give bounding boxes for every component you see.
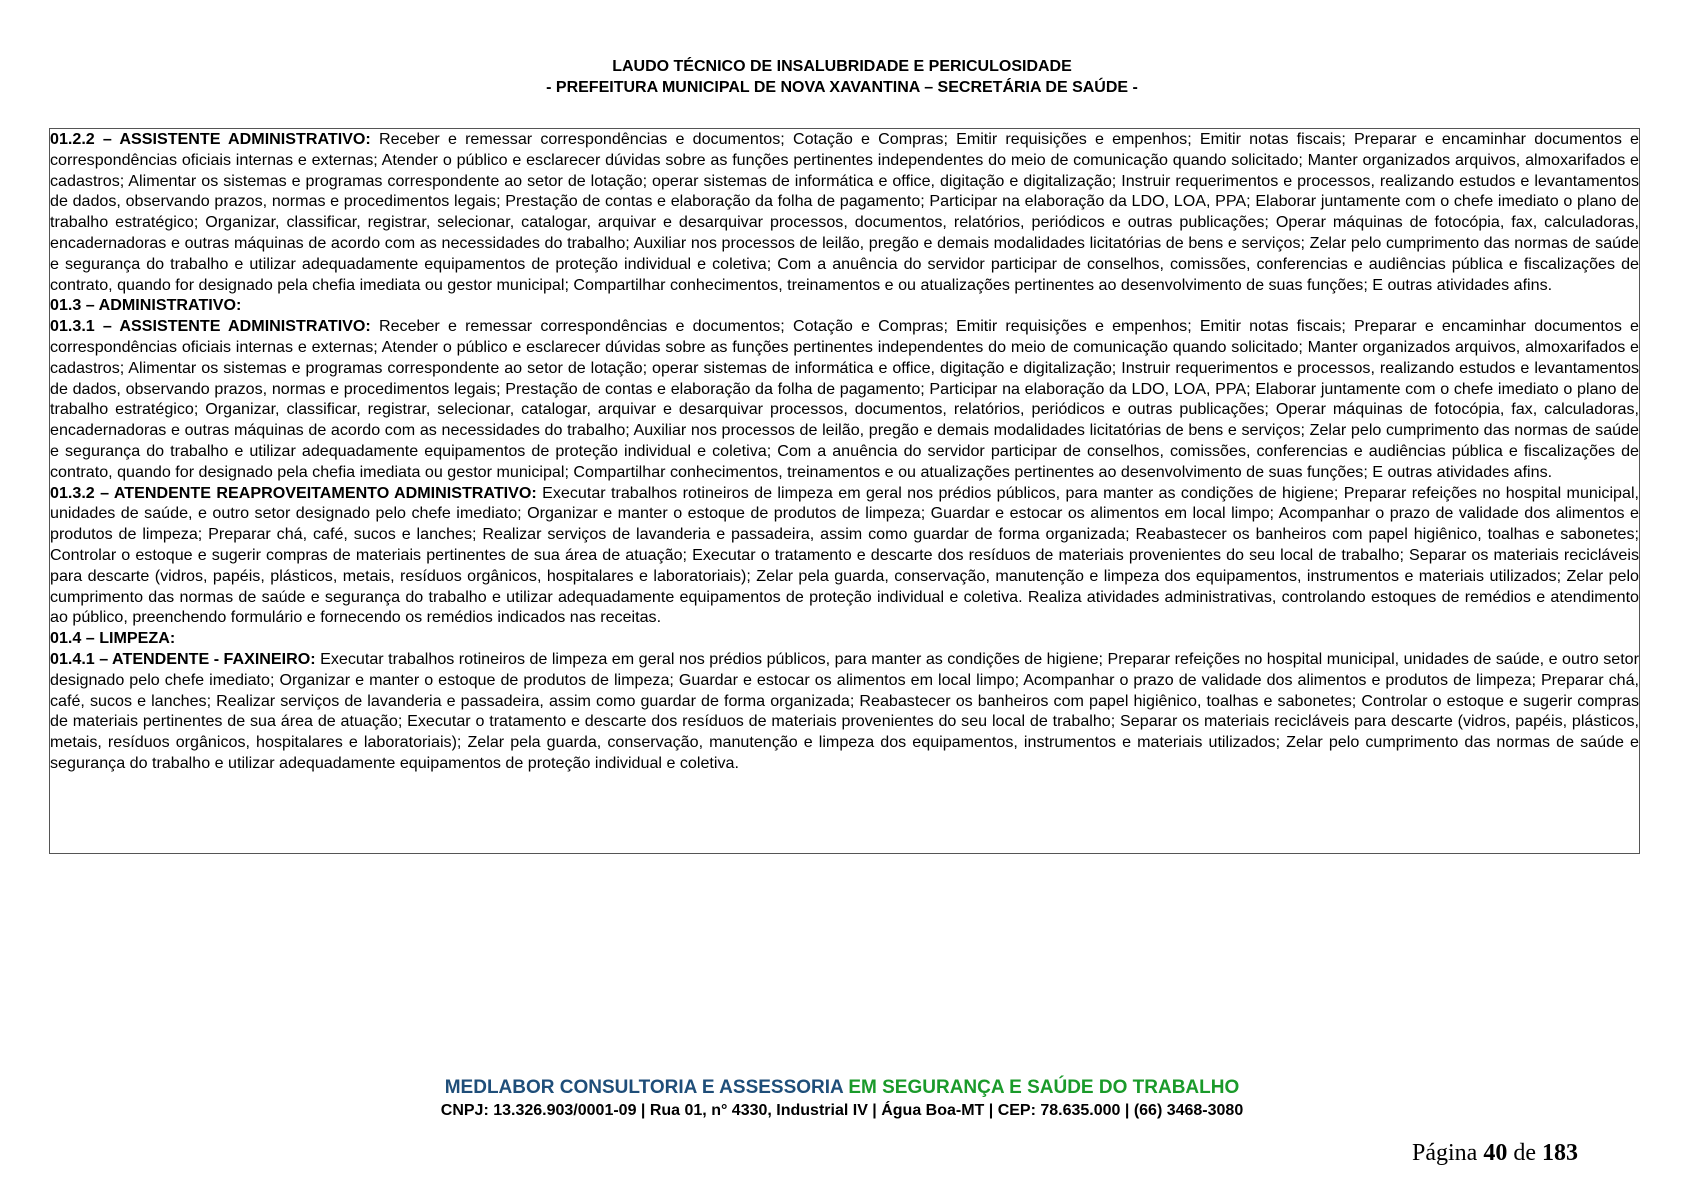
document-title: LAUDO TÉCNICO DE INSALUBRIDADE E PERICULOSIDADE xyxy=(612,58,1072,75)
page-number xyxy=(1412,1140,1578,1167)
company-info: CNPJ: 13.326.903/0001-09 | Rua 01, n° 4330, Industrial IV | Água Boa-MT | CEP: 78.635.000 | (66) 3468-3080 xyxy=(440,1102,1244,1119)
page-current: 40 xyxy=(1483,1140,1508,1166)
section-01-4-1 xyxy=(50,649,1639,774)
page-sep: de xyxy=(1513,1140,1536,1166)
document-header xyxy=(0,56,1684,98)
section-heading: 01.3.1 – ASSISTENTE ADMINISTRATIVO: xyxy=(50,317,371,336)
section-01-3-1 xyxy=(50,316,1639,482)
section-01-3 xyxy=(50,295,1639,316)
section-text: Executar trabalhos rotineiros de limpeza em geral nos prédios públicos, para manter as condições de higiene; Preparar refeições no hospital municipal, unidades de saúde, e outro setor designado pelo chefe imediato; Organizar e manter o estoque de produtos de limpeza; Guardar e estocar os alimentos em local limpo; Acompanhar o prazo de validade dos alimentos e produtos de limpeza; Preparar chá, café, sucos e lanches; Realizar serviços de lavanderia e passadeira, assim como guardar de forma organizada; Reabastecer os banheiros com papel higiênico, toalhas e sabonetes; Controlar o estoque e sugerir compras de materiais pertinentes de sua área de atuação; Executar o tratamento e descarte dos resíduos de materiais provenientes do seu local de trabalho; Separar os materiais recicláveis para descarte (vidros, papéis, plásticos, metais, resíduos orgânicos, hospitalares e laboratoriais); Zelar pela guarda, conservação, manutenção e limpeza dos equipamentos, instrumentos e materiais utilizados; Zelar pelo cumprimento das normas de saúde e segurança do trabalho e utilizar adequadamente equipamentos de proteção individual e coletiva. xyxy=(50,649,1639,772)
content-box xyxy=(49,128,1640,854)
page-total: 183 xyxy=(1542,1140,1578,1166)
company-brand xyxy=(0,1076,1684,1100)
section-text: Receber e remessar correspondências e documentos; Cotação e Compras; Emitir requisições e empenhos; Emitir notas fiscais; Preparar e encaminhar documentos e correspondências oficiais internas e externas; Atender o público e esclarecer dúvidas sobre as funções pertinentes independentes do meio de comunicação quando solicitado; Manter organizados arquivos, almoxarifados e cadastros; Alimentar os sistemas e programas correspondente ao setor de lotação; operar sistemas de informática e office, digitação e digitalização; Instruir requerimentos e processos, realizando estudos e levantamentos de dados, observando prazos, normas e procedimentos legais; Prestação de contas e elaboração da folha de pagamento; Participar na elaboração da LDO, LOA, PPA; Elaborar juntamente com o chefe imediato o plano de trabalho estratégico; Organizar, classificar, registrar, selecionar, catalogar, arquivar e desarquivar processos, documentos, relatórios, periódicos e outras publicações; Operar máquinas de fotocópia, fax, calculadoras, encadernadoras e outras máquinas de acordo com as necessidades do trabalho; Auxiliar nos processos de leilão, pregão e demais modalidades licitatórias de bens e serviços; Zelar pelo cumprimento das normas de saúde e segurança do trabalho e utilizar adequadamente equipamentos de proteção individual e coletiva; Com a anuência do servidor participar de conselhos, comissões, conferencias e audiências pública e fiscalizações de contrato, quando for designado pela chefia imediata ou gestor municipal; Compartilhar conhecimentos, treinamentos e ou atualizações pertinentes ao desenvolvimento de suas funções; E outras atividades afins. xyxy=(50,317,1639,481)
section-heading: 01.3 – ADMINISTRATIVO: xyxy=(50,296,242,315)
document-footer xyxy=(0,1076,1684,1121)
company-tagline: EM SEGURANÇA E SAÚDE DO TRABALHO xyxy=(848,1077,1240,1098)
section-text: Receber e remessar correspondências e documentos; Cotação e Compras; Emitir requisições e empenhos; Emitir notas fiscais; Preparar e encaminhar documentos e correspondências oficiais internas e externas; Atender o público e esclarecer dúvidas sobre as funções pertinentes independentes do meio de comunicação quando solicitado; Manter organizados arquivos, almoxarifados e cadastros; Alimentar os sistemas e programas correspondente ao setor de lotação; operar sistemas de informática e office, digitação e digitalização; Instruir requerimentos e processos, realizando estudos e levantamentos de dados, observando prazos, normas e procedimentos legais; Prestação de contas e elaboração da folha de pagamento; Participar na elaboração da LDO, LOA, PPA; Elaborar juntamente com o chefe imediato o plano de trabalho estratégico; Organizar, classificar, registrar, selecionar, catalogar, arquivar e desarquivar processos, documentos, relatórios, periódicos e outras publicações; Operar máquinas de fotocópia, fax, calculadoras, encadernadoras e outras máquinas de acordo com as necessidades do trabalho; Auxiliar nos processos de leilão, pregão e demais modalidades licitatórias de bens e serviços; Zelar pelo cumprimento das normas de saúde e segurança do trabalho e utilizar adequadamente equipamentos de proteção individual e coletiva; Com a anuência do servidor participar de conselhos, comissões, conferencias e audiências pública e fiscalizações de contrato, quando for designado pela chefia imediata ou gestor municipal; Compartilhar conhecimentos, treinamentos e ou atualizações pertinentes ao desenvolvimento de suas funções; E outras atividades afins. xyxy=(50,130,1639,294)
section-heading: 01.4 – LIMPEZA: xyxy=(50,629,176,648)
section-heading: 01.3.2 – ATENDENTE REAPROVEITAMENTO ADMINISTRATIVO: xyxy=(50,483,537,502)
company-name: MEDLABOR CONSULTORIA E ASSESSORIA xyxy=(444,1077,844,1098)
section-text: Executar trabalhos rotineiros de limpeza em geral nos prédios públicos, para manter as condições de higiene; Preparar refeições no hospital municipal, unidades de saúde, e outro setor designado pelo chefe imediato; Organizar e manter o estoque de produtos de limpeza; Guardar e estocar os alimentos em local limpo; Acompanhar o prazo de validade dos alimentos e produtos de limpeza; Preparar chá, café, sucos e lanches; Realizar serviços de lavanderia e passadeira, assim como guardar de forma organizada; Reabastecer os banheiros com papel higiênico, toalhas e sabonetes; Controlar o estoque e sugerir compras de materiais pertinentes de sua área de atuação; Executar o tratamento e descarte dos resíduos de materiais provenientes do seu local de trabalho; Separar os materiais recicláveis para descarte (vidros, papéis, plásticos, metais, resíduos orgânicos, hospitalares e laboratoriais); Zelar pela guarda, conservação, manutenção e limpeza dos equipamentos, instrumentos e materiais utilizados; Zelar pelo cumprimento das normas de saúde e segurança do trabalho e utilizar adequadamente equipamentos de proteção individual e coletiva. Realiza atividades administrativas, controlando estoques de remédios e atendimento ao público, preenchendo formulário e fornecendo os remédios indicados nas receitas. xyxy=(50,483,1639,627)
section-01-2-2 xyxy=(50,129,1639,295)
section-01-3-2 xyxy=(50,483,1639,629)
section-heading: 01.2.2 – ASSISTENTE ADMINISTRATIVO: xyxy=(50,130,371,148)
section-01-4 xyxy=(50,628,1639,649)
section-heading: 01.4.1 – ATENDENTE - FAXINEIRO: xyxy=(50,649,316,668)
page-label: Página xyxy=(1412,1140,1478,1166)
document-subtitle: - PREFEITURA MUNICIPAL DE NOVA XAVANTINA – SECRETÁRIA DE SAÚDE - xyxy=(546,79,1138,96)
